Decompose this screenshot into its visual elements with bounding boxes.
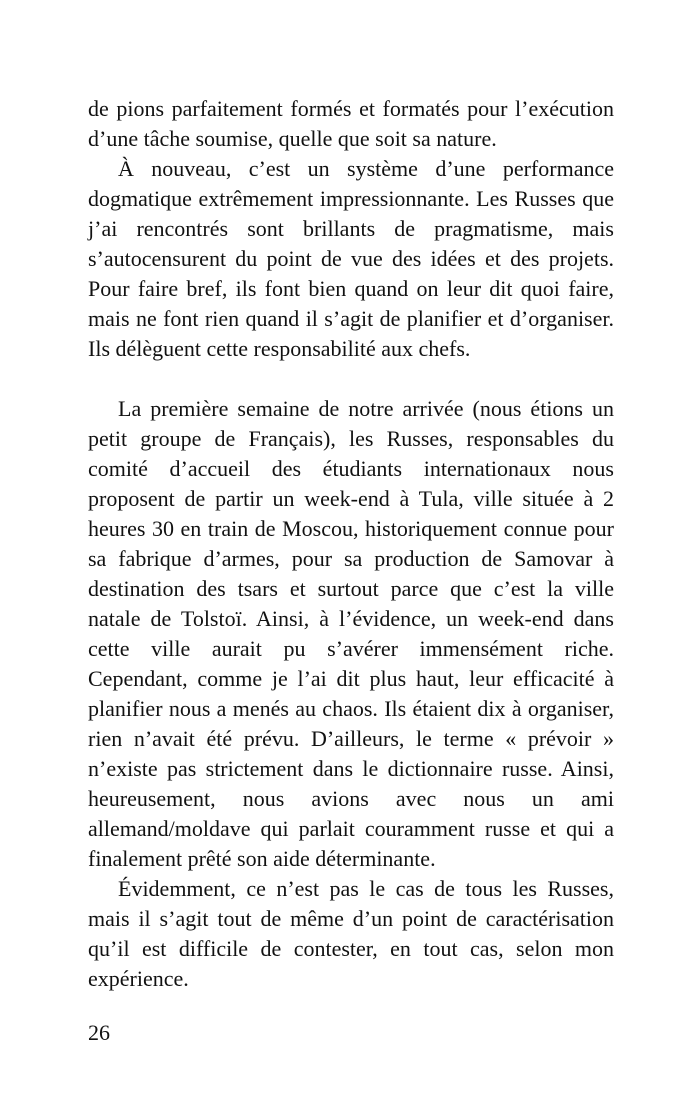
paragraph-conclusion: Évidemment, ce n’est pas le cas de tous les Russes, mais il s’agit tout de même d’un point de caractérisation qu’il est difficile de contester, en tout cas, selon mon expérience. [88, 876, 614, 991]
paragraph-performance: À nouveau, c’est un système d’une performance dogmatique extrêmement impressionnante. Les Russes que j’ai rencontrés sont brillants de pragmatisme, mais s’autocensurent du point de vue des idées et des projets. Pour faire bref, ils font bien quand on leur dit quoi faire, mais ne font rien quand il s’agit de planifier et d’organiser. Ils délèguent cette responsabilité aux chefs. [88, 156, 614, 361]
paragraph-continuation: de pions parfaitement formés et formatés pour l’exécution d’une tâche soumise, quelle que soit sa nature. [88, 96, 614, 151]
body-text [88, 94, 614, 994]
paragraph-tula-trip: La première semaine de notre arrivée (nous étions un petit groupe de Français), les Russes, responsables du comité d’accueil des étudiants internationaux nous proposent de partir un week-end à Tula, ville située à 2 heures 30 en train de Moscou, historiquement connue pour sa fabrique d’armes, pour sa production de Samovar à destination des tsars et surtout parce que c’est la ville natale de Tolstoï. Ainsi, à l’évidence, un week-end dans cette ville aurait pu s’avérer immensément riche. Cependant, comme je l’ai dit plus haut, leur efficacité à planifier nous a menés au chaos. Ils étaient dix à organiser, rien n’avait été prévu. D’ailleurs, le terme « prévoir » n’existe pas strictement dans le dictionnaire russe. Ainsi, heureusement, nous avions avec nous un ami allemand/moldave qui parlait couramment russe et qui a finalement prêté son aide déterminante. [88, 396, 614, 871]
section-break [88, 364, 614, 394]
page-number: 26 [88, 1020, 110, 1045]
